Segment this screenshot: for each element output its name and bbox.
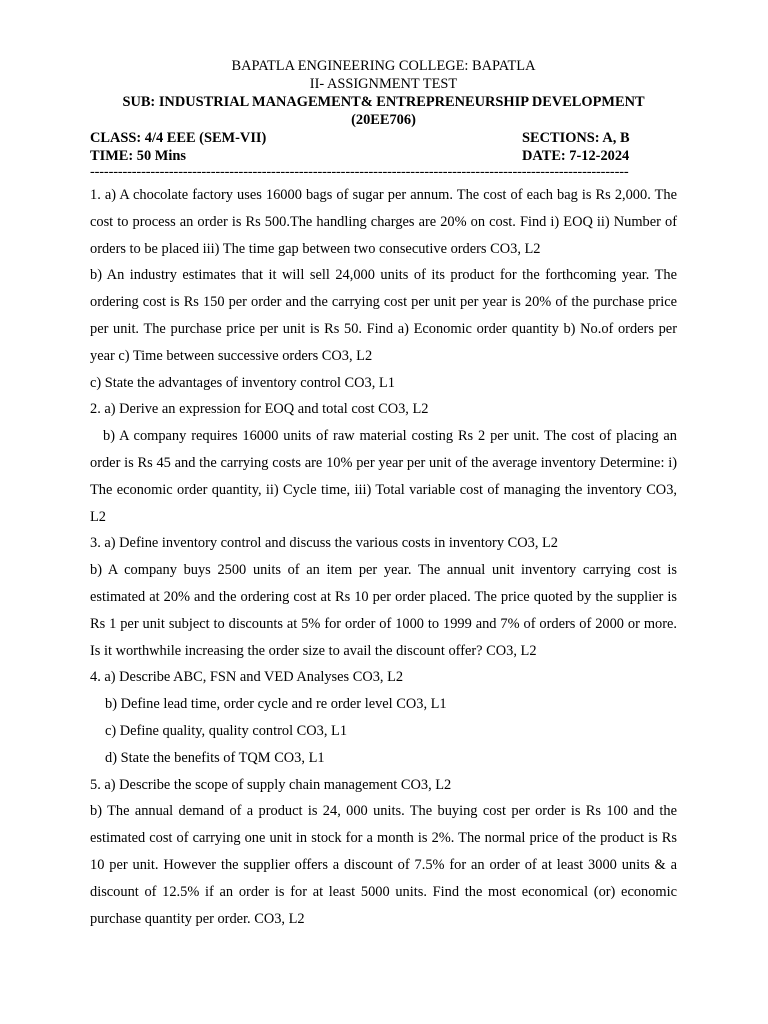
question-4a: 4. a) Describe ABC, FSN and VED Analyses CO3, L2 (90, 669, 404, 686)
question-1b: b) An industry estimates that it will sell 24,000 units of its product for the forthcoming year. The ordering cost is Rs 150 per order and the carrying cost per unit per year is 20% of the purchase price per unit. The purchase price per unit is Rs 50. Find a) Economic order quantity b) No.of orders per year c) Time between successive orders CO3, L2 (90, 267, 677, 364)
college-name: BAPATLA ENGINEERING COLLEGE: BAPATLA (231, 58, 536, 74)
separator-rule: -------------------------------------------------------------------------------------------------------------------- (90, 165, 629, 180)
subject-code: (20EE706) (351, 112, 416, 128)
question-3b: b) A company buys 2500 units of an item per year. The annual unit inventory carrying cost is estimated at 20% and the ordering cost at Rs 10 per order placed. The price quoted by the supplier is Rs 1 per unit subject to discounts at 5% for order of 1000 to 1999 and 7% of orders of 2000 or more. Is it worthwhile increasing the order size to avail the discount offer? CO3, L2 (90, 562, 677, 659)
time-date-row (90, 147, 677, 165)
question-1a: 1. a) A chocolate factory uses 16000 bags of sugar per annum. The cost of each bag is Rs 2,000. The cost to process an order is Rs 500.The handling charges are 20% on cost. Find i) EOQ ii) Number of orders to be placed iii) The time gap between two consecutive orders CO3, L2 (90, 187, 677, 257)
question-5a: 5. a) Describe the scope of supply chain management CO3, L2 (90, 776, 452, 793)
question-list (90, 182, 677, 932)
sections-label: SECTIONS: A, B (522, 130, 630, 146)
class-label: CLASS: 4/4 EEE (SEM-VII) (90, 130, 267, 146)
question-4c: c) Define quality, quality control CO3, L1 (105, 722, 348, 739)
question-2a: 2. a) Derive an expression for EOQ and total cost CO3, L2 (90, 401, 429, 418)
question-3a: 3. a) Define inventory control and discuss the various costs in inventory CO3, L2 (90, 535, 559, 552)
question-4b: b) Define lead time, order cycle and re order level CO3, L1 (105, 696, 447, 713)
subject-title: SUB: INDUSTRIAL MANAGEMENT& ENTREPRENEURSHIP DEVELOPMENT (122, 94, 645, 110)
time-label: TIME: 50 Mins (90, 148, 186, 164)
class-sections-row (90, 129, 677, 147)
question-4d: d) State the benefits of TQM CO3, L1 (105, 749, 325, 766)
test-title: II- ASSIGNMENT TEST (309, 76, 458, 92)
date-label: DATE: 7-12-2024 (522, 148, 630, 164)
question-5b: b) The annual demand of a product is 24, 000 units. The buying cost per order is Rs 100 and the estimated cost of carrying one unit in stock for a month is 2%. The normal price of the product is Rs 10 per unit. However the supplier offers a discount of 7.5% for an order of at least 3000 units & a discount of 12.5% if an order is for at least 5000 units. Find the most economical (or) economic purchase quantity per order. CO3, L2 (90, 803, 677, 927)
question-1c: c) State the advantages of inventory control CO3, L1 (90, 374, 395, 391)
assignment-page (90, 57, 677, 932)
question-2b: b) A company requires 16000 units of raw material costing Rs 2 per unit. The cost of placing an order is Rs 45 and the carrying costs are 10% per year per unit of the average inventory Determine: i) The economic order quantity, ii) Cycle time, iii) Total variable cost of managing the inventory CO3, L2 (90, 428, 677, 525)
